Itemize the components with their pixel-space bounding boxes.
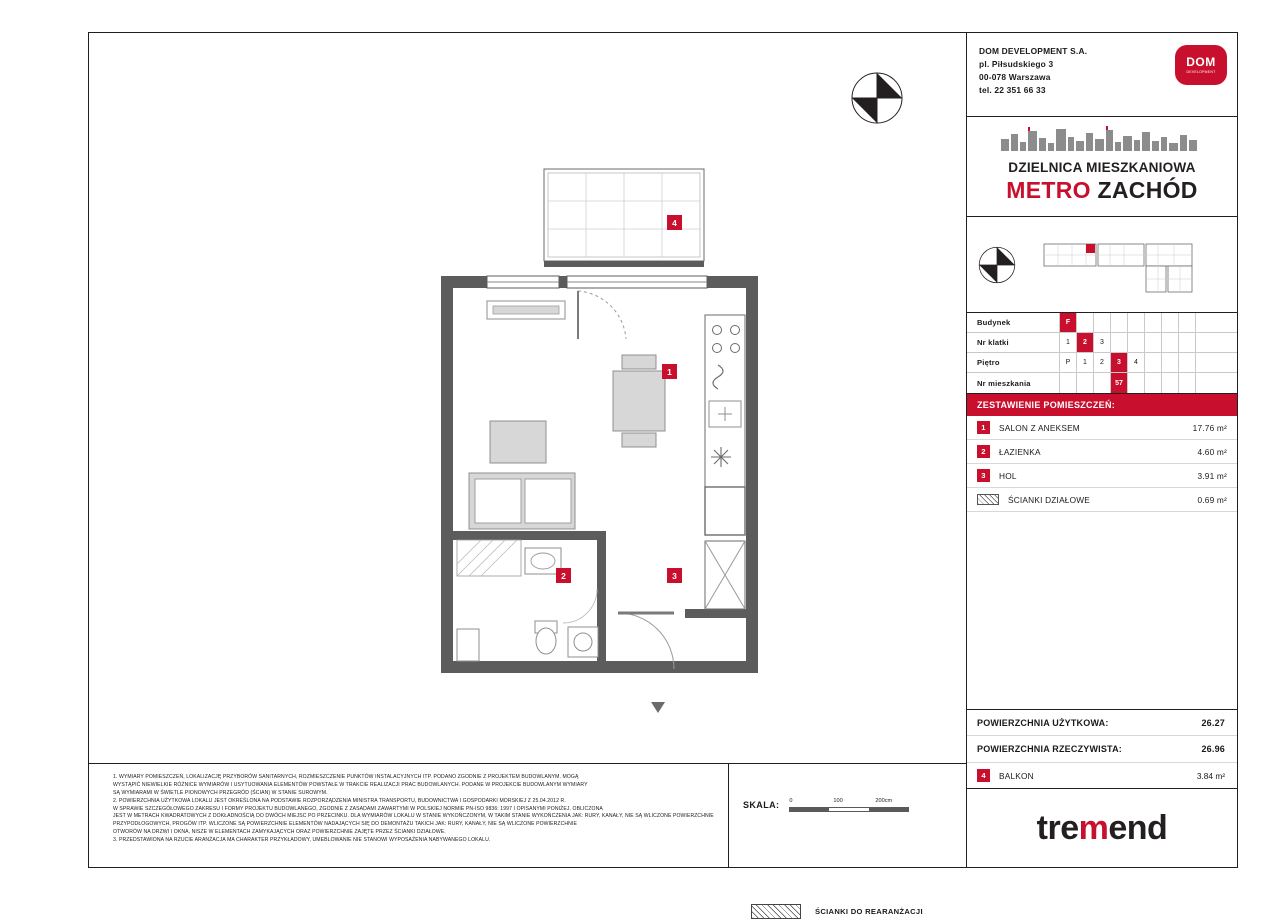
room-name: ŁAZIENKA [999,446,1041,457]
meta-label-floor: Piętro [977,358,1000,367]
key-plan-block [967,217,1237,313]
meta-cell[interactable] [1161,353,1178,372]
meta-cell[interactable] [1195,313,1212,332]
scale-box [728,764,966,916]
note-line: 3. PRZEDSTAWIONA NA RZUCIE ARANŻACJA MA CHARAKTER PRZYKŁADOWY, UMEBLOWANIE NIE STANOWI WYPOSAŻENIA NABYWANEGO LOKALU. [113,837,491,844]
room-number: 3 [977,469,990,482]
room-name: HOL [999,470,1017,481]
note-line: SĄ WYMIARAMI W ŚWIETLE PIONOWYCH PRZEGRÓD (ŚCIAN) W STANIE SUROWYM. [113,789,328,796]
meta-row-staircase [967,333,1237,353]
meta-row-floor [967,353,1237,373]
meta-cell[interactable]: 3 [1110,353,1127,372]
notes-strip [89,763,966,916]
meta-cell[interactable] [1178,353,1195,372]
hatch-swatch-icon [751,904,801,919]
meta-cell-apartment-number[interactable]: 57 [1110,373,1127,393]
room-name: SALON Z ANEKSEM [999,422,1080,433]
balcony-row [967,763,1237,789]
room-area: 4.60 m² [1197,446,1227,457]
balcony-label: BALKON [999,770,1034,781]
room-row [967,464,1237,488]
actual-area-label: POWIERZCHNIA RZECZYWISTA: [977,744,1122,754]
room-row [967,416,1237,440]
note-line: WYSTĄPIĆ NIEWIELKIE RÓŻNICE WYMIARÓW I USYTUOWANIA ELEMENTÓW POWSTAŁE W TRAKCIE REALIZACJI PRAC BUDOWLANYCH. PODANE W PROJEKCIE BUDOWLANYM WYMIARY [113,781,588,788]
dom-development-logo [1175,45,1227,85]
meta-cell[interactable] [1127,333,1144,352]
meta-cell[interactable] [1110,333,1127,352]
meta-cell[interactable]: F [1059,313,1076,332]
usable-area-row [967,709,1237,736]
hall-wardrobe [705,541,745,609]
meta-cell[interactable] [1110,313,1127,332]
room-number: 2 [977,445,990,458]
meta-cell[interactable] [1093,373,1110,393]
scale-tick-2: 200cm [875,798,893,804]
room-name: ŚCIANKI DZIAŁOWE [1008,494,1091,505]
tremend-logo-part1: tre [1036,808,1079,847]
room-tag-4: 4 [667,215,682,230]
balcony-area: 3.84 m² [1196,770,1225,781]
meta-cell[interactable] [1076,373,1093,393]
key-plan-map [1029,234,1227,296]
room-area: 0.69 m² [1197,494,1227,505]
room-tag-2: 2 [556,568,571,583]
meta-row-apartment [967,373,1237,393]
developer-block [967,33,1237,117]
note-line: W SPRAWIE SZCZEGÓŁOWEGO ZAKRESU I FORMY PROJEKTU BUDOWLANEGO, ZGODNIE Z ZASADAMI ZAWARTYMI W POLSKIEJ NORMIE PN-ISO 9836: 1997 I OPISANYMI PONIŻEJ. OBLICZONA [113,805,603,812]
scale-tick-0: 0 [789,798,793,804]
meta-cell[interactable] [1127,313,1144,332]
scale-tick-1: 100 [833,798,843,804]
meta-cell[interactable]: 2 [1093,353,1110,372]
room-number: 1 [977,421,990,434]
meta-label-staircase: Nr klatki [977,338,1009,347]
meta-cell[interactable]: 2 [1076,333,1093,352]
brand-title-part2: ZACHÓD [1097,177,1198,203]
dom-logo-line2: DEVELOPMENT [1186,70,1216,74]
note-line: 1. WYMIARY POMIESZCZEŃ, LOKALIZACJĘ PRZYBORÓW SANITARNYCH, ROZMIESZCZENIE PUNKTÓW INSTALACYJNYCH ITP. PODANO ZGODNIE Z PROJEKTEM BUDOWLANYM. MOGĄ [113,774,579,780]
meta-cell[interactable] [1178,373,1195,393]
room-row-partitions [967,488,1237,512]
plan-panel [89,33,967,916]
panel-spacer [967,512,1237,709]
meta-cell[interactable] [1059,373,1076,393]
compass-icon-small [977,245,1017,285]
scale-label: SKALA: [743,800,780,810]
note-line: JEST W METRACH KWADRATOWYCH Z DOKŁADNOŚCIĄ DO DWÓCH MIEJSC PO PRZECINKU. DLA WYMIARÓW LOKALU W STANIE WYKOŃCZONYM, W TAKIM STANIE WYKOŃCZENIA JAK: RURY, KANAŁY, NIE SĄ WLICZONE POWIERZCHNIE [113,813,714,820]
legend-rearrange-label: ŚCIANKI DO REARANŻACJI [815,907,923,916]
room-area: 3.91 m² [1197,470,1227,481]
meta-cell[interactable] [1178,333,1195,352]
meta-row-building [967,313,1237,333]
meta-cell[interactable] [1144,313,1161,332]
meta-cell[interactable] [1127,373,1144,393]
brand-title-part1: METRO [1006,177,1091,203]
meta-cell[interactable] [1161,333,1178,352]
meta-cell[interactable] [1076,313,1093,332]
meta-label-apartment: Nr mieszkania [977,378,1031,388]
meta-cell[interactable]: P [1059,353,1076,372]
meta-cell[interactable] [1161,313,1178,332]
meta-cell[interactable]: 3 [1093,333,1110,352]
balcony-number: 4 [977,769,990,782]
window-openings [487,276,707,288]
meta-cell[interactable] [1195,353,1212,372]
developer-address-1: pl. Piłsudskiego 3 [979,59,1054,70]
note-line: OTWORÓW NA DRZWI I OKNA, NISZE W ELEMENTACH ZAMYKAJĄCYCH ORAZ POWIERZCHNIE ZAJĘTE PRZEZ ŚCIANKI DZIAŁOWE. [113,829,446,836]
brand-subtitle: DZIELNICA MIESZKANIOWA [1008,160,1196,175]
room-tag-3: 3 [667,568,682,583]
meta-cell[interactable] [1178,313,1195,332]
skyline-icon [997,125,1207,151]
meta-cell[interactable]: 1 [1059,333,1076,352]
meta-cell[interactable]: 1 [1076,353,1093,372]
actual-area-value: 26.96 [1201,744,1225,754]
hatch-swatch-icon [977,494,999,505]
meta-cell[interactable] [1144,353,1161,372]
kitchen-units [705,315,745,535]
scale-bar [789,807,909,812]
actual-area-row [967,736,1237,763]
legend-rearrange [751,904,923,919]
legal-notes [89,764,728,867]
meta-cell[interactable] [1161,373,1178,393]
drawing-sheet [88,32,1238,916]
apartment-floor-plan [89,33,967,763]
meta-cell[interactable]: 4 [1127,353,1144,372]
meta-cell[interactable] [1144,373,1161,393]
meta-label-building: Budynek [977,318,1011,327]
tremend-logo-part2: m [1078,808,1109,847]
developer-phone: tel. 22 351 66 33 [979,85,1046,96]
usable-area-value: 26.27 [1201,717,1225,728]
meta-cell[interactable] [1093,313,1110,332]
room-area: 17.76 m² [1192,422,1227,433]
info-panel [967,33,1237,867]
developer-address-2: 00-078 Warszawa [979,72,1051,83]
floor-plan-area [89,33,966,763]
rooms-header: ZESTAWIENIE POMIESZCZEŃ: [967,394,1237,416]
room-row [967,440,1237,464]
note-line: PRZYPODŁOGOWYCH, PROGÓW ITP. WLICZONE SĄ POWIERZCHNIE ELEMENTÓW NADAJĄCYCH SIĘ DO DEMONTAŻU TAKICH JAK: RURY, KANAŁY, NIE SĄ WLICZONE POWIERZCHNIE [113,821,577,828]
meta-cell[interactable] [1144,333,1161,352]
note-line: 2. POWIERZCHNIA UŻYTKOWA LOKALU JEST OKREŚLONA NA PODSTAWIE ROZPORZĄDZENIA MINISTRA TRANSPORTU, BUDOWNICTWA I GOSPODARKI MORSKIEJ Z 25.04.2012 R. [113,797,566,804]
dom-logo-line1: DOM [1186,55,1216,69]
tremend-logo-part3: end [1108,808,1168,847]
key-plan-highlight [1086,244,1095,253]
project-brand-block [967,117,1237,217]
room-tag-1: 1 [662,364,677,379]
tremend-logo [967,789,1237,867]
developer-name: DOM DEVELOPMENT S.A. [979,46,1088,56]
usable-area-label: POWIERZCHNIA UŻYTKOWA: [977,717,1109,728]
meta-cell[interactable] [1195,373,1212,393]
unit-meta-table [967,313,1237,394]
meta-cell[interactable] [1195,333,1212,352]
entrance-arrow [651,702,665,713]
